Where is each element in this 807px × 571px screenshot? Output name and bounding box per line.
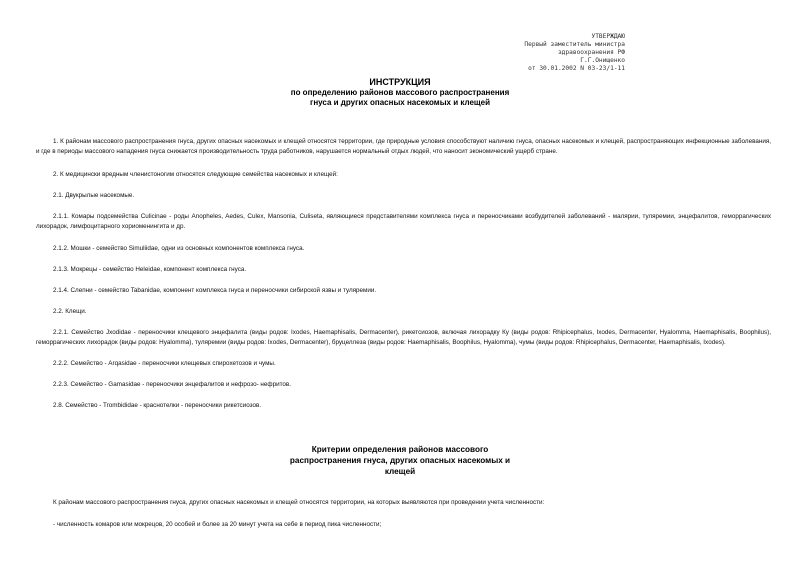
approval-block	[475, 33, 625, 73]
title-line-3: гнуса и других опасных насекомых и клещей	[309, 98, 491, 107]
paragraph-2-2: 2.2. Клещи.	[53, 308, 87, 315]
title-line-2: по определению районов массового распространения	[290, 88, 510, 97]
paragraph-2: 2. К медицински вредным членистоногим относятся следующие семейства насекомых и клещей:	[53, 171, 338, 178]
approval-line-3: здравоохранения РФ	[557, 49, 625, 56]
paragraph-2-2-1: 2.2.1. Семейство Jxodidae - переносчики клещевого энцефалита (виды родов: Ixodes, Haemaphisalis, Dermacenter), рикетсиозов, включая лихорадку Ку (виды родов: Rhipicephalus, Ixodes, Dermacenter, Hyalomma, Haemaphisalis, Boophilus), геморрагических лихорадок (виды родов: Hyalomma), туляремии (виды родов: Ixodes, Dermacenter), бруцеллеза (виды родов: Haemaphisalis, Boophilus, Hyalomma), чумы (виды родов: Rhipicephalus, Dermacenter, Haemaphisalis, Ixodes).	[36, 329, 771, 346]
paragraph-2-1-2: 2.1.2. Мошки - семейство Simuliidae, одни из основных компонентов комплекса гнуса.	[53, 245, 305, 252]
document-title	[250, 77, 550, 108]
criteria-line-2: распространения гнуса, других опасных насекомых и	[289, 456, 511, 465]
instruction-body	[36, 137, 771, 411]
paragraph-2-1-1: 2.1.1. Комары подсемейства Culicinae - роды Anopheles, Aedes, Culex, Mansonia, Culiseta, являющиеся представителями комплекса гнуса и переносчиками возбудителей заболеваний - малярии, туляремии, энцефалитов, геморрагических лихорадок, лимфоцитарного хориоменингита и др.	[36, 213, 771, 230]
paragraph-2-8: 2.8. Семейство - Trombididae - краснотелки - переносчики рикетсиозов.	[53, 402, 262, 409]
criteria-paragraph-1: К районам массового распространения гнуса, других опасных насекомых и клещей относятся территории, на которых выявляются при проведении учета численности:	[53, 499, 545, 506]
paragraph-2-1-3: 2.1.3. Мокрецы - семейство Heleidae, компонент комплекса гнуса.	[53, 266, 247, 273]
paragraph-2-2-2: 2.2.2. Семейство - Arqasidae - переносчики клещевых спирохетозов и чумы.	[53, 360, 276, 367]
criteria-line-1: Критерии определения районов массового	[311, 445, 489, 454]
title-heading: ИНСТРУКЦИЯ	[369, 77, 431, 87]
paragraph-2-1-4: 2.1.4. Слепни - семейство Tabanidae, компонент комплекса гнуса и переносчики сибирской язвы и туляремии.	[53, 287, 377, 294]
criteria-paragraph-2: - численность комаров или мокрецов, 20 особей и более за 20 минут учета на себе в период пика численности;	[53, 521, 382, 528]
approval-line-2: Первый заместитель министра	[524, 41, 625, 48]
criteria-line-3: клещей	[384, 467, 416, 476]
paragraph-2-2-3: 2.2.3. Семейство - Gamasidae - переносчики энцефалитов и нефрозо- нефритов.	[53, 381, 292, 388]
approval-line-4: Г.Г.Онищенко	[580, 57, 625, 64]
criteria-title	[250, 444, 550, 477]
criteria-body	[36, 498, 771, 530]
paragraph-1: 1. К районам массового распространения гнуса, других опасных насекомых и клещей относятся территории, где природные условия способствуют наличию гнуса, опасных насекомых и клещей, распространяющих инфекционные заболевания, и где в периоды массового нападения гнуса снижается производительность труда работников, нарушается нормальный отдых людей, что наносит экономический ущерб стране.	[36, 138, 771, 155]
paragraph-2-1: 2.1. Двукрылые насекомые.	[53, 192, 135, 199]
approval-line-5: от 30.01.2002 N 03-23/1-11	[528, 65, 625, 72]
approval-line-1: УТВЕРЖДАЮ	[591, 33, 625, 40]
